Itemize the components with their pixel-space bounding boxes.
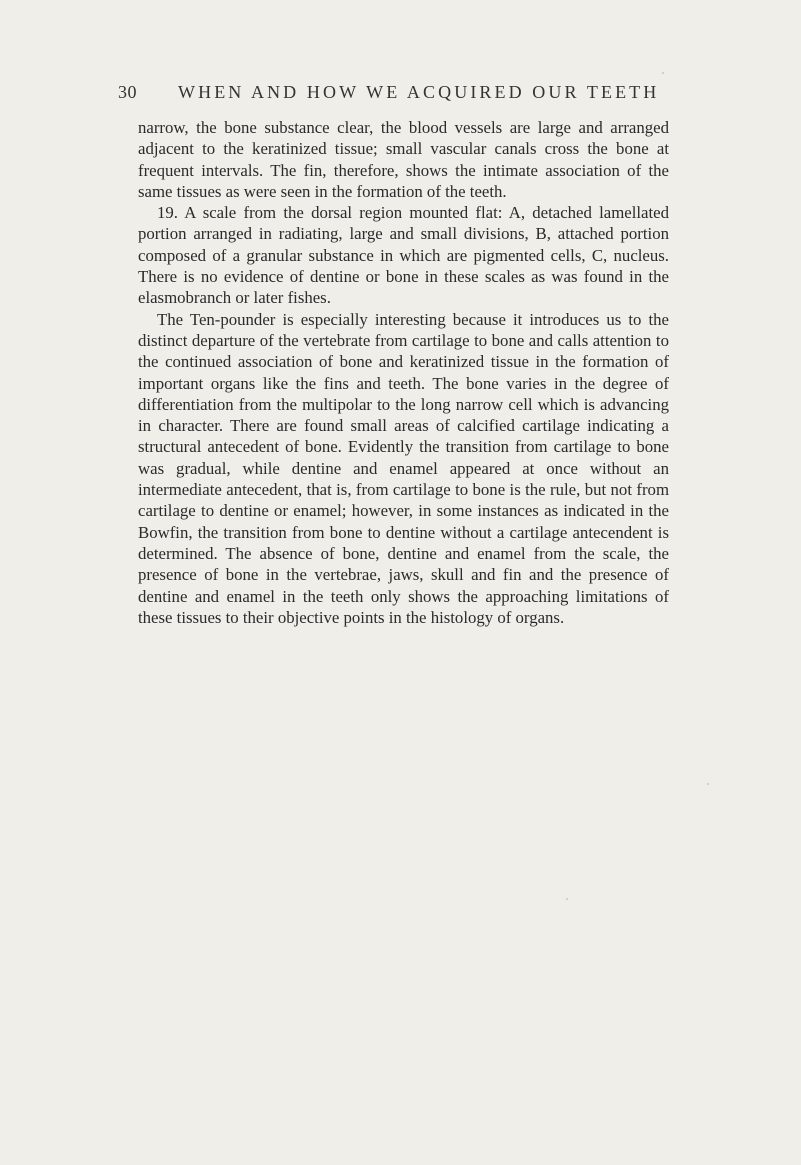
- paragraph-figure-19: 19. A scale from the dorsal region mounted flat: A, detached lamellated portion arranged in radiating, large and small divisions, B, attached portion composed of a granular substance in which are pigmented cells, C, nucleus. There is no evidence of dentine or bone in these scales as was found in the elasmobranch or later fishes.: [138, 203, 669, 308]
- paper-speck: [566, 898, 568, 900]
- body-text: [138, 117, 669, 628]
- paragraph-continuation: narrow, the bone substance clear, the blood vessels are large and arranged adjacent to the keratinized tissue; small vascular canals cross the bone at frequent intervals. The fin, therefore, shows the intimate association of the same tissues as were seen in the formation of the teeth.: [138, 118, 669, 201]
- paper-speck: [662, 72, 664, 74]
- running-head: [118, 80, 678, 104]
- paper-speck: [707, 783, 709, 785]
- page-number: 30: [118, 82, 137, 102]
- paragraph-ten-pounder: The Ten-pounder is especially interesting because it introduces us to the distinct departure of the vertebrate from cartilage to bone and calls attention to the continued association of bone and keratinized tissue in the formation of important organs like the fins and teeth. The bone varies in the degree of differentiation from the multipolar to the long narrow cell which is advancing in character. There are found small areas of calcified cartilage indicating a structural antecedent of bone. Evidently the transition from cartilage to bone was gradual, while dentine and enamel appeared at once without an intermediate antecedent, that is, from cartilage to bone is the rule, but not from cartilage to dentine or enamel; however, in some instances as indicated in the Bowfin, the transition from bone to dentine without a cartilage antecendent is determined. The absence of bone, dentine and enamel from the scale, the presence of bone in the vertebrae, jaws, skull and fin and the presence of dentine and enamel in the teeth only shows the approaching limitations of these tissues to their objective points in the histology of organs.: [138, 309, 669, 627]
- running-title: WHEN AND HOW WE ACQUIRED OUR TEETH: [178, 82, 660, 102]
